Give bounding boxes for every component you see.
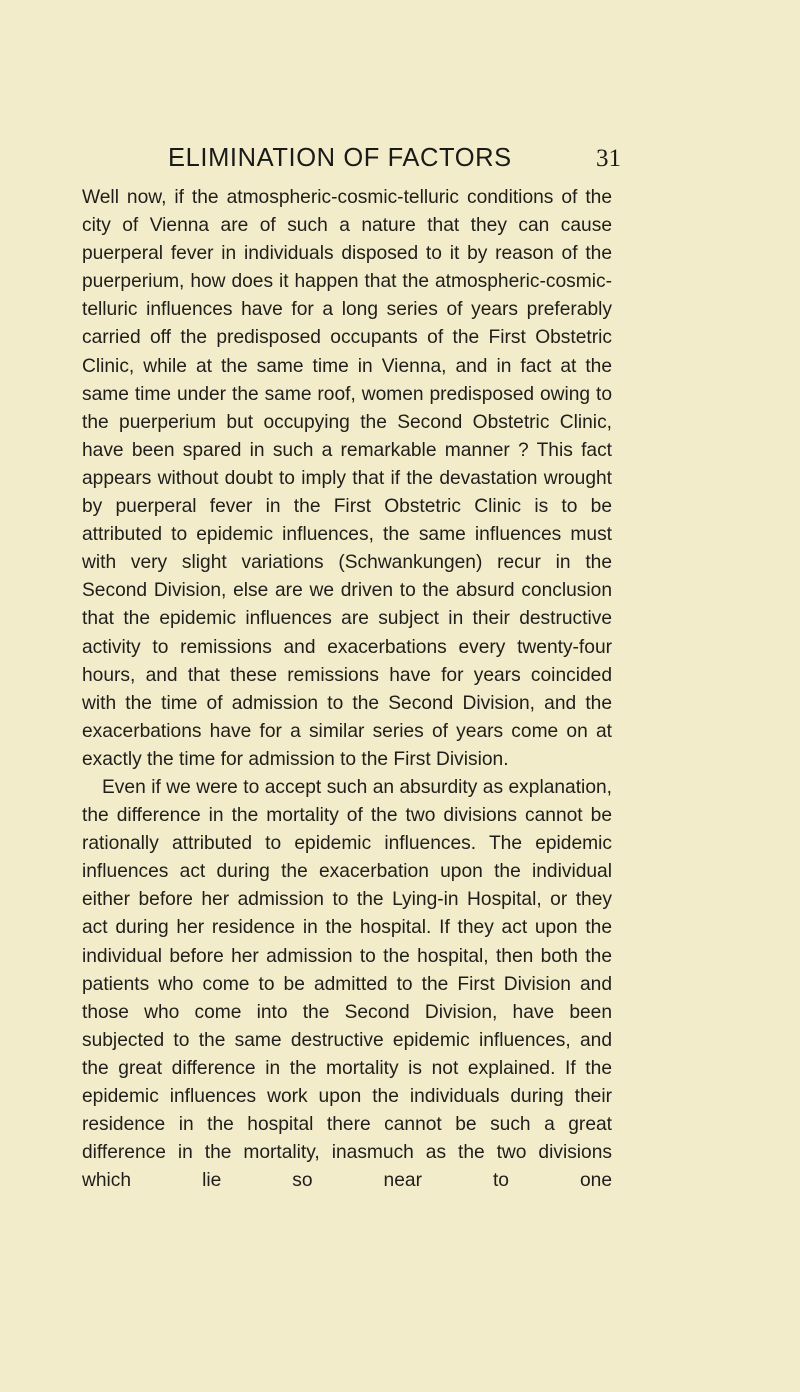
page-number: 31 <box>596 145 621 172</box>
running-title: ELIMINATION OF FACTORS <box>168 144 512 172</box>
body-text <box>82 184 612 1195</box>
running-head <box>0 144 800 184</box>
paragraph-1: Well now, if the atmospheric-cosmic-telluric conditions of the city of Vienna are of such a nature that they can cause puerperal fever in individuals disposed to it by reason of the puerperium, how does it happen that the atmospheric-cosmic-telluric influences have for a long series of years preferably carried off the predisposed occupants of the First Obstetric Clinic, while at the same time in Vienna, and in fact at the same time under the same roof, women predisposed owing to the puerperium but occupying the Second Obstetric Clinic, have been spared in such a remarkable manner ? This fact appears without doubt to imply that if the devastation wrought by puerperal fever in the First Obstetric Clinic is to be attributed to epidemic influences, the same influences must with very slight variations (Schwankungen) recur in the Second Division, else are we driven to the absurd conclusion that the epidemic influences are subject in their destructive activity to remissions and exacerbations every twenty-four hours, and that these remissions have for years coincided with the time of admission to the Second Division, and the exacerbations have for a similar series of years come on at exactly the time for admission to the First Division. <box>82 187 612 770</box>
paragraph-2: Even if we were to accept such an absurdity as explanation, the difference in the mortality of the two divisions cannot be rationally attributed to epidemic influences. The epidemic influences act during the exacerbation upon the individual either before her admission to the Lying-in Hospital, or they act during her residence in the hospital. If they act upon the individual before her admission to the hospital, then both the patients who come to be admitted to the First Division and those who come into the Second Division, have been subjected to the same destructive epidemic influences, and the great difference in the mortality is not explained. If the epidemic influences work upon the individuals during their residence in the hospital there cannot be such a great difference in the mortality, inasmuch as the two divisions which lie so near to one <box>82 776 612 1192</box>
